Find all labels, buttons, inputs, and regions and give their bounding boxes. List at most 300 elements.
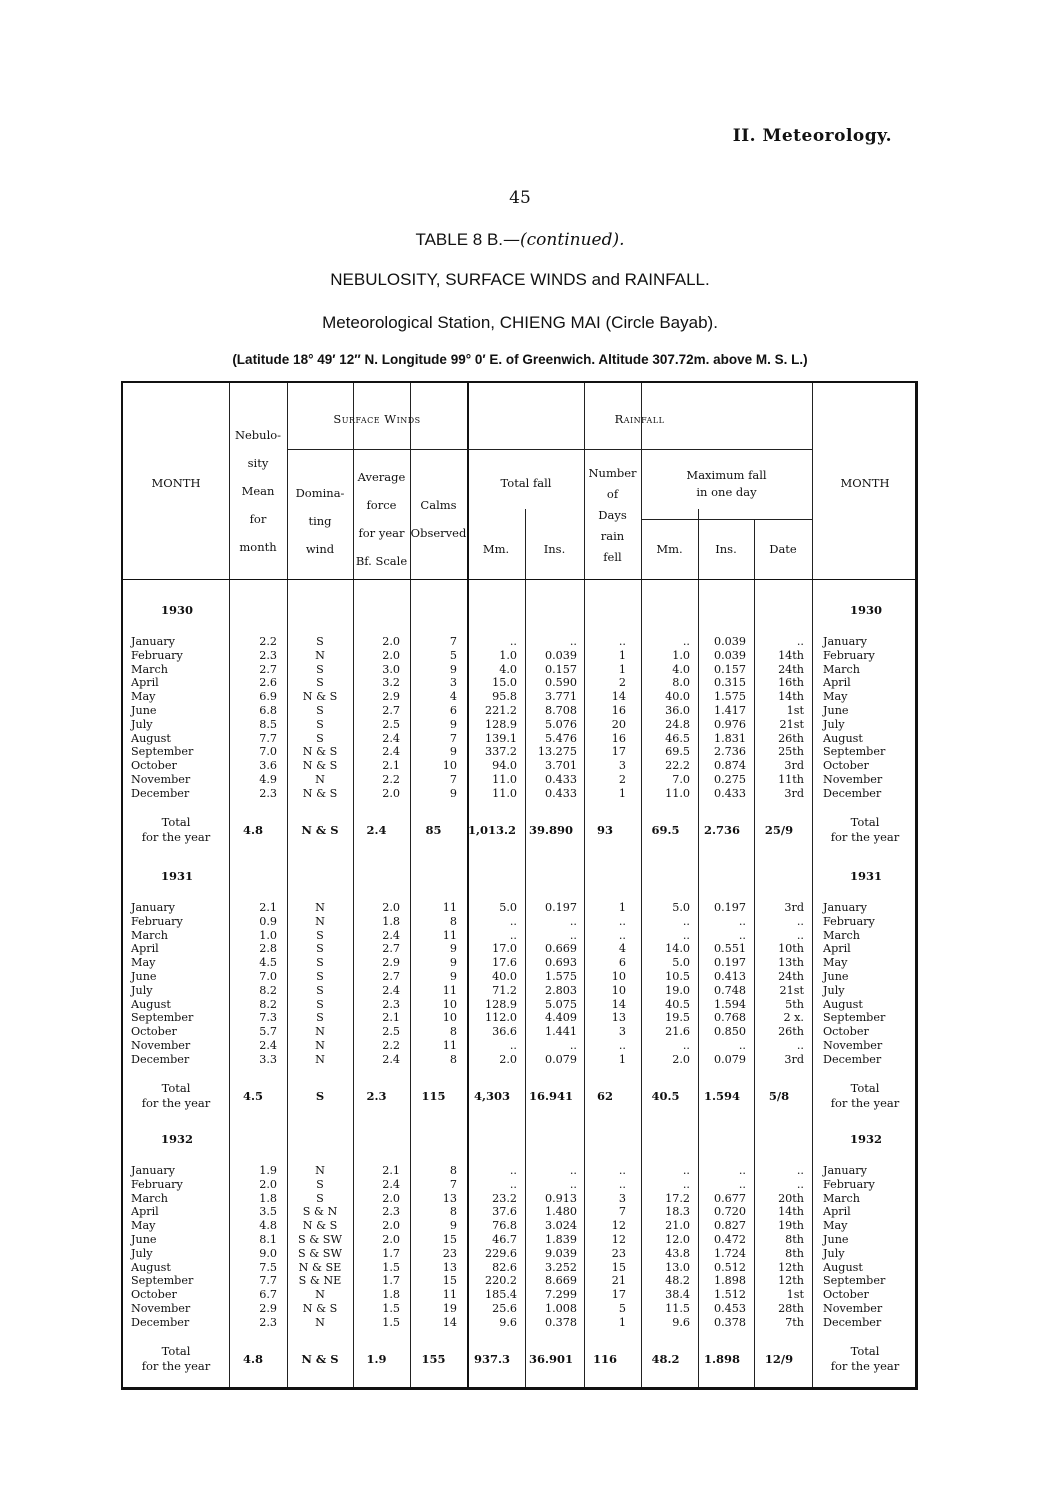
table-cell: 13.275 <box>537 745 577 759</box>
table-cell: 3.3 <box>259 1052 277 1066</box>
table-cell: January <box>131 1164 175 1177</box>
table-cell: 8.2 <box>259 997 277 1011</box>
year-label-left: 1931 <box>161 869 194 883</box>
table-cell: 9.6 <box>672 1315 690 1329</box>
table-cell: 46.7 <box>492 1233 517 1246</box>
table-cell: 2.3 <box>382 997 400 1011</box>
table-cell: 16th <box>778 676 804 690</box>
max-fall-header <box>641 467 812 501</box>
table-cell: 7 <box>449 773 457 786</box>
table-cell: 26th <box>778 1025 804 1039</box>
table-cell: .. <box>738 1177 746 1191</box>
table-cell: 14 <box>611 997 626 1011</box>
total-value: S <box>315 1088 325 1103</box>
table-cell: 0.453 <box>713 1302 746 1315</box>
table-cell: June <box>131 704 157 717</box>
table-cell: October <box>131 1288 177 1302</box>
table-cell: July <box>131 717 153 731</box>
total-value: 1.594 <box>703 1088 740 1103</box>
total-value: N & S <box>301 822 339 837</box>
table-cell: 221.2 <box>484 704 517 717</box>
table-cell: N <box>315 648 325 662</box>
table-cell: 0.315 <box>713 676 746 690</box>
table-cell: 1.480 <box>544 1205 577 1219</box>
table-cell: 5.7 <box>259 1025 277 1039</box>
table-cell: S & SW <box>298 1246 342 1260</box>
days-line-4: rain <box>600 529 625 543</box>
table-cell: 2.7 <box>382 970 400 983</box>
table-cell: 1.0 <box>672 648 690 662</box>
table-cell: 7 <box>449 635 457 648</box>
total-label-left-2: for the year <box>141 1358 211 1373</box>
table-cell: 2.4 <box>382 1052 400 1066</box>
table-cell: 94.0 <box>492 759 517 773</box>
table-cell: 4.0 <box>499 662 517 676</box>
table-cell: April <box>131 1205 159 1219</box>
table-cell: April <box>823 676 851 690</box>
days-line-3: Days <box>598 508 627 522</box>
table-cell: 7.0 <box>259 970 277 983</box>
table-cell: 9 <box>449 956 457 970</box>
table-cell: 1.831 <box>713 731 746 745</box>
table-cell: .. <box>796 635 804 648</box>
table-cell: 2.8 <box>259 942 277 956</box>
table-cell: 17.0 <box>492 942 517 956</box>
table-cell: .. <box>509 1177 517 1191</box>
table-cell: S <box>316 1011 324 1025</box>
table-cell: 38.4 <box>665 1288 690 1302</box>
table-cell: 43.8 <box>665 1246 690 1260</box>
table-cell: 11.0 <box>665 786 690 800</box>
table-cell: 0.378 <box>544 1315 577 1329</box>
table-cell: N & S <box>302 786 338 800</box>
table-cell: .. <box>618 1039 626 1052</box>
total-label-right-1: Total <box>850 1080 880 1095</box>
table-cell: 3rd <box>784 901 804 914</box>
table-cell: 13.0 <box>665 1260 690 1274</box>
table-cell: 40.0 <box>492 970 517 983</box>
table-cell: 3.6 <box>259 759 277 773</box>
dominating-line-2: ting <box>308 514 332 528</box>
table-cell: April <box>823 942 851 956</box>
table-cell: 0.590 <box>544 676 577 690</box>
table-cell: 5 <box>618 1302 626 1315</box>
table-cell: 8.708 <box>544 704 577 717</box>
table-cell: 14.0 <box>665 942 690 956</box>
table-cell: 5.075 <box>544 997 577 1011</box>
table-cell: 48.2 <box>665 1274 690 1288</box>
table-cell: 128.9 <box>484 717 517 731</box>
year-label-right: 1931 <box>850 869 883 883</box>
nebulosity-line-2: sity <box>247 456 269 470</box>
year-label-left: 1932 <box>161 1132 194 1146</box>
avg-force-line-3: for year <box>358 526 405 540</box>
table-cell: .. <box>682 1039 690 1052</box>
table-cell: 9 <box>449 1219 457 1233</box>
table-cell: 1.898 <box>713 1274 746 1288</box>
table-cell: February <box>823 1177 875 1191</box>
table-cell: 14 <box>442 1315 457 1329</box>
table-cell: 1 <box>618 1052 626 1066</box>
table-cell: S <box>316 942 324 956</box>
table-cell: January <box>823 635 867 648</box>
table-cell: 0.976 <box>713 717 746 731</box>
table-cell: 2.1 <box>382 1164 400 1177</box>
total-value: 4.8 <box>242 1351 263 1366</box>
table-cell: 3.252 <box>544 1260 577 1274</box>
table-cell: 21.6 <box>665 1025 690 1039</box>
table-cell: March <box>131 662 168 676</box>
table-cell: N <box>315 1315 325 1329</box>
table-cell: 10th <box>778 942 804 956</box>
table-cell: .. <box>682 928 690 942</box>
table-cell: 8 <box>449 1164 457 1177</box>
table-cell: August <box>131 1260 171 1274</box>
table-cell: 2.9 <box>259 1302 277 1315</box>
table-cell: 4.9 <box>259 773 277 786</box>
total-mm-header: Mm. <box>482 542 510 556</box>
table-cell: 1.008 <box>544 1302 577 1315</box>
table-cell: 2.3 <box>259 1315 277 1329</box>
table-cell: 2.0 <box>382 786 400 800</box>
table-cell: 19 <box>442 1302 457 1315</box>
table-cell: 40.5 <box>665 997 690 1011</box>
table-cell: 2.7 <box>382 704 400 717</box>
table-cell: 23.2 <box>492 1191 517 1205</box>
total-label-right-2: for the year <box>830 1095 900 1110</box>
table-cell: 9 <box>449 970 457 983</box>
table-cell: September <box>823 1274 886 1288</box>
table-cell: 2.1 <box>382 759 400 773</box>
table-cell: July <box>823 1246 845 1260</box>
table-cell: 2.0 <box>382 901 400 914</box>
table-cell: 17 <box>611 1288 626 1302</box>
table-label <box>0 230 1040 250</box>
table-cell: 76.8 <box>492 1219 517 1233</box>
table-cell: 11th <box>778 773 804 786</box>
table-cell: 1.9 <box>259 1164 277 1177</box>
table-cell: 2.9 <box>382 690 400 704</box>
table-cell: 8th <box>785 1233 804 1246</box>
table-cell: 14th <box>778 1205 804 1219</box>
table-cell: 10 <box>611 970 626 983</box>
table-cell: 6.8 <box>259 704 277 717</box>
total-value: 1,013.2 <box>467 822 517 837</box>
total-label-left-2: for the year <box>141 829 211 844</box>
total-value: 115 <box>421 1088 446 1103</box>
table-cell: 1.8 <box>259 1191 277 1205</box>
table-cell: 19.0 <box>665 983 690 997</box>
table-cell: January <box>823 1164 867 1177</box>
table-cell: 3 <box>618 1191 626 1205</box>
table-cell: 0.433 <box>713 786 746 800</box>
table-cell: S <box>316 1191 324 1205</box>
table-cell: .. <box>796 1177 804 1191</box>
table-cell: .. <box>618 1164 626 1177</box>
table-cell: 19.5 <box>665 1011 690 1025</box>
table-cell: 36.6 <box>492 1025 517 1039</box>
table-cell: 13 <box>611 1011 626 1025</box>
table-cell: June <box>131 1233 157 1246</box>
table-cell: 0.433 <box>544 773 577 786</box>
table-cell: 7.7 <box>259 731 277 745</box>
table-cell: 12 <box>611 1219 626 1233</box>
table-cell: 1.7 <box>382 1274 400 1288</box>
table-cell: 185.4 <box>484 1288 517 1302</box>
table-cell: 7th <box>785 1315 804 1329</box>
table-cell: 1.594 <box>713 997 746 1011</box>
table-cell: 28th <box>778 1302 804 1315</box>
table-cell: November <box>131 1039 191 1052</box>
table-cell: 2.5 <box>382 1025 400 1039</box>
table-cell: S <box>316 635 324 648</box>
table-cell: 69.5 <box>665 745 690 759</box>
table-cell: 23 <box>442 1246 457 1260</box>
table-cell: 1 <box>618 1315 626 1329</box>
table-cell: .. <box>796 914 804 928</box>
table-cell: 10 <box>442 997 457 1011</box>
table-cell: September <box>131 1274 194 1288</box>
table-cell: August <box>823 1260 863 1274</box>
days-line-1: Number <box>588 466 637 480</box>
table-cell: 1 <box>618 786 626 800</box>
table-cell: 15 <box>611 1260 626 1274</box>
table-cell: .. <box>796 1039 804 1052</box>
table-cell: 3 <box>618 1025 626 1039</box>
table-cell: .. <box>738 928 746 942</box>
table-cell: 0.9 <box>259 914 277 928</box>
total-value: 4.5 <box>242 1088 263 1103</box>
total-value: 69.5 <box>651 822 680 837</box>
table-cell: November <box>823 1302 883 1315</box>
table-cell: N & SE <box>298 1260 342 1274</box>
avg-force-line-2: force <box>366 498 397 512</box>
table-cell: 24.8 <box>665 717 690 731</box>
table-cell: 0.512 <box>713 1260 746 1274</box>
table-cell: 1.0 <box>259 928 277 942</box>
total-value: N & S <box>301 1351 339 1366</box>
table-cell: 8 <box>449 914 457 928</box>
table-cell: 220.2 <box>484 1274 517 1288</box>
table-cell: 9.039 <box>544 1246 577 1260</box>
table-cell: 0.197 <box>713 901 746 914</box>
total-value: 116 <box>592 1351 617 1366</box>
table-cell: 0.693 <box>544 956 577 970</box>
table-cell: 17 <box>611 745 626 759</box>
total-value: 36.901 <box>528 1351 573 1366</box>
table-cell: 9.0 <box>259 1246 277 1260</box>
table-cell: 1.0 <box>499 648 517 662</box>
table-cell: 1.5 <box>382 1302 400 1315</box>
nebulosity-line-5: month <box>239 540 277 554</box>
table-cell: 2.0 <box>499 1052 517 1066</box>
table-cell: 0.039 <box>544 648 577 662</box>
table-cell: .. <box>509 635 517 648</box>
table-cell: 2.4 <box>382 983 400 997</box>
table-cell: 2.0 <box>259 1177 277 1191</box>
table-cell: S <box>316 970 324 983</box>
table-cell: May <box>823 1219 848 1233</box>
table-cell: .. <box>618 635 626 648</box>
table-cell: S <box>316 717 324 731</box>
nebulosity-line-3: Mean <box>241 484 275 498</box>
col-month-right-header: MONTH <box>840 476 890 490</box>
table-cell: 6.7 <box>259 1288 277 1302</box>
table-cell: August <box>823 731 863 745</box>
total-value: 16.941 <box>528 1088 573 1103</box>
table-cell: 5.0 <box>672 956 690 970</box>
table-cell: S <box>316 676 324 690</box>
table-cell: 2.1 <box>259 901 277 914</box>
table-cell: June <box>823 970 849 983</box>
table-cell: 1.8 <box>382 1288 400 1302</box>
col-avg-force-header <box>353 463 410 575</box>
table-cell: .. <box>796 1164 804 1177</box>
table-cell: 4.0 <box>672 662 690 676</box>
table-cell: May <box>131 1219 156 1233</box>
table-cell: 4.8 <box>259 1219 277 1233</box>
max-fall-line-1: Maximum fall <box>686 468 767 482</box>
nebulosity-line-1: Nebulo- <box>234 428 282 442</box>
total-value: 48.2 <box>651 1351 680 1366</box>
table-cell: November <box>131 773 191 786</box>
col-dominating-header <box>287 479 353 563</box>
table-cell: .. <box>618 928 626 942</box>
table-cell: S <box>316 928 324 942</box>
table-cell: .. <box>569 1164 577 1177</box>
table-cell: 2.736 <box>713 745 746 759</box>
table-cell: 5 <box>449 648 457 662</box>
total-value: 25/9 <box>764 822 794 837</box>
table-cell: 1.417 <box>713 704 746 717</box>
table-cell: December <box>131 1315 190 1329</box>
table-cell: 7.0 <box>672 773 690 786</box>
col-calms-header <box>410 491 467 547</box>
table-cell: May <box>131 690 156 704</box>
total-label-right-2: for the year <box>830 829 900 844</box>
table-cell: 24th <box>778 662 804 676</box>
table-cell: 337.2 <box>484 745 517 759</box>
table-cell: 2.4 <box>382 928 400 942</box>
table-cell: 5th <box>785 997 804 1011</box>
table-cell: 2.0 <box>382 1191 400 1205</box>
table-cell: December <box>823 1315 882 1329</box>
table-cell: January <box>131 901 175 914</box>
table-cell: 3.2 <box>382 676 400 690</box>
table-cell: 2.2 <box>382 1039 400 1052</box>
table-cell: 71.2 <box>492 983 517 997</box>
table-cell: 11 <box>442 901 457 914</box>
table-cell: 8 <box>449 1025 457 1039</box>
table-cell: .. <box>509 1039 517 1052</box>
table-cell: 1.724 <box>713 1246 746 1260</box>
table-cell: S <box>316 983 324 997</box>
table-cell: 3rd <box>784 786 804 800</box>
table-cell: 21 <box>611 1274 626 1288</box>
table-cell: .. <box>738 1039 746 1052</box>
table-cell: 0.677 <box>713 1191 746 1205</box>
table-cell: 11.5 <box>665 1302 690 1315</box>
table-cell: 8.669 <box>544 1274 577 1288</box>
table-cell: 1st <box>786 1288 804 1302</box>
table-cell: .. <box>682 1177 690 1191</box>
table-cell: 2.4 <box>382 731 400 745</box>
table-cell: February <box>823 648 875 662</box>
table-cell: 14 <box>611 690 626 704</box>
table-cell: 0.197 <box>713 956 746 970</box>
table-cell: 2.4 <box>382 745 400 759</box>
table-cell: 15 <box>442 1274 457 1288</box>
table-cell: 0.913 <box>544 1191 577 1205</box>
table-cell: 13 <box>442 1191 457 1205</box>
table-cell: July <box>823 717 845 731</box>
table-cell: 1.5 <box>382 1260 400 1274</box>
table-cell: 2 x. <box>783 1011 804 1025</box>
table-cell: S <box>316 956 324 970</box>
table-cell: 0.039 <box>713 648 746 662</box>
table-cell: 11 <box>442 983 457 997</box>
table-cell: 7.3 <box>259 1011 277 1025</box>
table-cell: 26th <box>778 731 804 745</box>
table-cell: 95.8 <box>492 690 517 704</box>
table-cell: N <box>315 1052 325 1066</box>
table-cell: 229.6 <box>484 1246 517 1260</box>
table-cell: S <box>316 731 324 745</box>
table-cell: August <box>823 997 863 1011</box>
table-cell: April <box>823 1205 851 1219</box>
total-value: 4,303 <box>473 1088 510 1103</box>
table-cell: July <box>131 983 153 997</box>
table-cell: .. <box>569 1177 577 1191</box>
table-cell: 0.551 <box>713 942 746 956</box>
total-label-right-1: Total <box>850 814 880 829</box>
table-cell: 0.768 <box>713 1011 746 1025</box>
table-cell: 4 <box>618 942 626 956</box>
table-cell: 9 <box>449 786 457 800</box>
table-cell: 2.5 <box>382 717 400 731</box>
table-cell: 11 <box>442 1039 457 1052</box>
total-value: 62 <box>596 1088 613 1103</box>
table-cell: July <box>131 1246 153 1260</box>
surface-winds-header: Surface Winds <box>333 412 421 426</box>
data-table <box>121 381 918 1390</box>
table-cell: N & S <box>302 690 338 704</box>
table-cell: 1 <box>618 662 626 676</box>
table-cell: N <box>315 1164 325 1177</box>
table-cell: 82.6 <box>492 1260 517 1274</box>
table-cell: N <box>315 1288 325 1302</box>
table-cell: .. <box>569 928 577 942</box>
table-cell: October <box>131 1025 177 1039</box>
table-cell: 18.3 <box>665 1205 690 1219</box>
year-label-right: 1932 <box>850 1132 883 1146</box>
table-cell: 23 <box>611 1246 626 1260</box>
table-cell: 16 <box>611 731 626 745</box>
table-cell: 6 <box>618 956 626 970</box>
table-cell: November <box>131 1302 191 1315</box>
table-cell: 0.413 <box>713 970 746 983</box>
table-cell: October <box>823 1288 869 1302</box>
table-cell: S <box>316 704 324 717</box>
table-cell: 2.7 <box>259 662 277 676</box>
table-cell: 20 <box>611 717 626 731</box>
table-cell: 5.076 <box>544 717 577 731</box>
date-header: Date <box>769 542 797 556</box>
table-cell: 6 <box>449 704 457 717</box>
table-cell: January <box>131 635 175 648</box>
table-cell: 3.024 <box>544 1219 577 1233</box>
total-ins-header: Ins. <box>543 542 566 556</box>
